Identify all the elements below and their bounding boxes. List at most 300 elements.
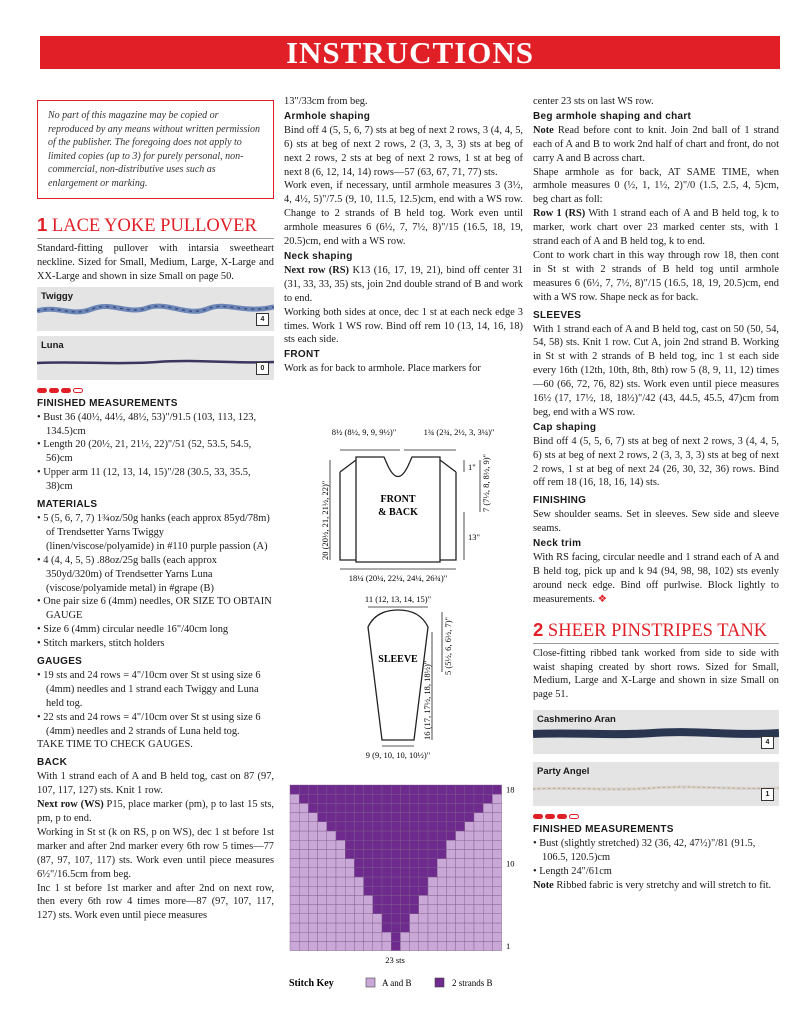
chart-cell-dark — [428, 840, 437, 849]
chart-cell-light — [336, 914, 345, 923]
chart-cell-dark — [419, 886, 428, 895]
dimension-label: 11 (12, 13, 14, 15)" — [364, 594, 432, 604]
list-item: • 5 (5, 6, 7, 7) 1¾oz/50g hanks (each approx 85yd/78m) of Trendsetter Yarns Twiggy (linen/viscose/polyamide) in #110 purple passion (A) — [37, 512, 270, 552]
chart-cell-light — [446, 859, 455, 868]
chart-cell-dark — [400, 794, 409, 803]
chart-cell-light — [299, 905, 308, 914]
chart-cell-light — [290, 803, 299, 812]
chart-cell-light — [483, 822, 492, 831]
chart-cell-dark — [336, 785, 345, 794]
chart-cell-dark — [419, 868, 428, 877]
chart-cell-dark — [437, 840, 446, 849]
chart-cell-light — [419, 914, 428, 923]
chart-cell-light — [483, 813, 492, 822]
chart-cell-dark — [354, 794, 363, 803]
chart-cell-dark — [483, 794, 492, 803]
chart-cell-dark — [373, 813, 382, 822]
sleeves-heading: SLEEVES — [533, 309, 582, 321]
chart-cell-dark — [373, 785, 382, 794]
finishing-text: Sew shoulder seams. Set in sleeves. Sew side and sleeve seams. — [533, 509, 779, 535]
chart-cell-light — [327, 840, 336, 849]
front-text: Work as for back to armhole. Place markers for — [284, 363, 481, 375]
chart-cell-light — [308, 905, 317, 914]
chart-cell-light — [456, 905, 465, 914]
finished-list — [533, 837, 779, 879]
chart-cell-light — [318, 831, 327, 840]
neck-heading: Neck shaping — [284, 250, 353, 262]
dimension-label: 5 (5½, 6, 6½, 7)" — [443, 616, 453, 675]
pattern-2-name: SHEER PINSTRIPES TANK — [547, 620, 768, 641]
gauges-heading: GAUGES — [37, 656, 83, 668]
chart-cell-light — [354, 923, 363, 932]
chart-cell-light — [428, 914, 437, 923]
chart-cell-light — [354, 886, 363, 895]
back-text: Next row (WS) P15, place marker (pm), p to last 15 sts, pm, p to end. — [37, 799, 274, 824]
finishing-heading: FINISHING — [533, 495, 587, 507]
chart-cell-light — [327, 923, 336, 932]
list-item: • Length 20 (20½, 21, 21½, 22)"/51 (52, 53.5, 54.5, 56)cm — [37, 439, 252, 465]
chart-cell-light — [327, 932, 336, 941]
chart-cell-dark — [373, 886, 382, 895]
chart-cell-dark — [391, 840, 400, 849]
dimension-label: 18¼ (20¼, 22¼, 24¼, 26¾)" — [348, 573, 448, 583]
chart-cell-dark — [354, 813, 363, 822]
chart-cell-light — [419, 895, 428, 904]
chart-cell-light — [474, 905, 483, 914]
chart-cell-light — [382, 941, 391, 950]
chart-cell-light — [299, 822, 308, 831]
chart-cell-light — [483, 886, 492, 895]
chart-cell-dark — [410, 905, 419, 914]
chart-cell-light — [474, 859, 483, 868]
chart-cell-dark — [410, 849, 419, 858]
chart-cell-dark — [373, 859, 382, 868]
list-item: • Length 24"/61cm — [533, 865, 612, 877]
chart-cell-light — [299, 886, 308, 895]
chart-cell-light — [474, 895, 483, 904]
armhole-text: Work even, if necessary, until armhole measures 3 (3½, 4, 4½, 5)"/7.5 (9, 10, 11.5, 12.5)cm, end with a WS row. Change to 2 strands of B held tog. Work even until armhole measures 6 (6½, 7, 7½, 8)"/15 (16.5, 18, 19, 20.5)cm, end with a WS row. — [284, 180, 523, 248]
chart-cell-light — [400, 932, 409, 941]
chart-cell-light — [373, 941, 382, 950]
chart-cell-dark — [400, 914, 409, 923]
chart-cell-light — [492, 905, 501, 914]
chart-grid — [290, 785, 502, 951]
list-item: • One pair size 6 (4mm) needles, OR SIZE TO OBTAIN GAUGE — [37, 596, 272, 622]
chart-cell-light — [299, 923, 308, 932]
chart-cell-dark — [419, 831, 428, 840]
chart-cell-dark — [327, 813, 336, 822]
armhole-heading: Armhole shaping — [284, 110, 371, 122]
chart-cell-dark — [345, 831, 354, 840]
chart-cell-light — [364, 914, 373, 923]
chart-cell-light — [474, 877, 483, 886]
chart-cell-dark — [446, 803, 455, 812]
chart-cell-light — [465, 831, 474, 840]
chart-cell-dark — [400, 868, 409, 877]
chart-cell-dark — [391, 785, 400, 794]
chart-cell-dark — [373, 895, 382, 904]
chart-cell-light — [336, 941, 345, 950]
chart-cell-dark — [364, 803, 373, 812]
front-heading: FRONT — [284, 349, 320, 361]
chart-cell-dark — [465, 794, 474, 803]
chart-cell-light — [492, 941, 501, 950]
copyright-box: No part of this magazine may be copied or reproduced by any means without written permission of the publisher. The foregoing does not apply to limited copies (up to 3) for purely personal, non-commercial, non-distributive uses such as enlargement or marking. — [37, 100, 274, 199]
chart-cell-light — [446, 895, 455, 904]
chart-cell-dark — [345, 822, 354, 831]
chart-cell-light — [290, 914, 299, 923]
yarn-name: Twiggy — [41, 290, 74, 302]
chart-cell-dark — [382, 813, 391, 822]
chart-cell-dark — [382, 905, 391, 914]
chart-cell-light — [290, 941, 299, 950]
chart-cell-dark — [400, 822, 409, 831]
chart-cell-dark — [391, 794, 400, 803]
chart-cell-light — [290, 822, 299, 831]
chart-cell-light — [327, 914, 336, 923]
list-item: • 22 sts and 24 rows = 4"/10cm over St st using size 6 (4mm) needles and 2 strands of Luna held tog. — [37, 711, 261, 737]
chart-cell-light — [428, 932, 437, 941]
legend-label: A and B — [382, 978, 412, 988]
chart-cell-light — [492, 849, 501, 858]
front-continued: center 23 sts on last WS row. — [533, 96, 654, 107]
chart-cell-light — [354, 941, 363, 950]
chart-cell-light — [308, 914, 317, 923]
list-item: • Stitch markers, stitch holders — [37, 638, 165, 650]
sleeve-outline — [368, 610, 428, 740]
chart-cell-dark — [318, 813, 327, 822]
chart-cell-dark — [382, 923, 391, 932]
chart-cell-dark — [419, 859, 428, 868]
chart-cell-light — [290, 840, 299, 849]
chart-cell-light — [318, 868, 327, 877]
chart-cell-dark — [364, 877, 373, 886]
chart-cell-light — [483, 877, 492, 886]
chart-cell-dark — [391, 822, 400, 831]
chart-cell-dark — [373, 868, 382, 877]
finished-heading: FINISHED MEASUREMENTS — [533, 824, 674, 836]
chart-cell-dark — [410, 868, 419, 877]
chart-cell-light — [410, 941, 419, 950]
chart-cell-light — [308, 822, 317, 831]
legend-swatch-light — [366, 978, 375, 987]
chart-cell-dark — [364, 831, 373, 840]
chart-cell-light — [373, 923, 382, 932]
skill-level-icon — [37, 388, 274, 393]
chart-cell-light — [336, 868, 345, 877]
chart-cell-light — [446, 877, 455, 886]
dimension-label: 9 (9, 10, 10, 10½)" — [365, 750, 431, 760]
chart-cell-dark — [336, 803, 345, 812]
chart-cell-light — [373, 914, 382, 923]
chart-cell-dark — [456, 822, 465, 831]
yarn-swatch-twiggy — [37, 287, 274, 331]
chart-cell-dark — [308, 803, 317, 812]
chart-cell-light — [428, 905, 437, 914]
chart-cell-dark — [446, 831, 455, 840]
chart-cell-light — [308, 941, 317, 950]
chart-cell-light — [318, 859, 327, 868]
chart-cell-light — [465, 941, 474, 950]
chart-cell-dark — [391, 905, 400, 914]
chart-cell-dark — [428, 803, 437, 812]
chart-cell-light — [465, 914, 474, 923]
chart-cell-dark — [373, 803, 382, 812]
chart-cell-light — [290, 932, 299, 941]
chart-cell-dark — [391, 923, 400, 932]
neck-text: Next row (RS) K13 (16, 17, 19, 21), bind off center 31 (31, 33, 33, 35) sts, join 2nd double strand of B and work to end. — [284, 264, 523, 304]
finished-heading: FINISHED MEASUREMENTS — [37, 397, 178, 409]
chart-cell-dark — [465, 785, 474, 794]
chart-cell-light — [437, 905, 446, 914]
chart-cell-light — [308, 868, 317, 877]
list-item: • 19 sts and 24 rows = 4"/10cm over St st using size 6 (4mm) needles and 1 strand each Twiggy and Luna held tog. — [37, 669, 261, 709]
chart-cell-dark — [290, 785, 299, 794]
materials-list — [37, 512, 274, 651]
chart-cell-light — [474, 849, 483, 858]
chart-cell-dark — [437, 803, 446, 812]
chart-cell-light — [437, 932, 446, 941]
chart-cell-dark — [410, 794, 419, 803]
chart-cell-dark — [456, 785, 465, 794]
chart-cell-dark — [327, 822, 336, 831]
chart-cell-light — [364, 905, 373, 914]
yarn-weight-icon: 4 — [256, 313, 269, 326]
chart-cell-light — [336, 849, 345, 858]
chart-cell-light — [364, 932, 373, 941]
chart-cell-dark — [364, 859, 373, 868]
chart-cell-dark — [391, 813, 400, 822]
chart-cell-light — [465, 849, 474, 858]
back-text: With 1 strand each of A and B held tog, cast on 87 (97, 107, 117, 127) sts. Knit 1 row. — [37, 771, 274, 797]
chart-cell-dark — [364, 822, 373, 831]
chart-cell-light — [290, 849, 299, 858]
chart-cell-light — [492, 914, 501, 923]
pattern-2-note: Note Ribbed fabric is very stretchy and will stretch to fit. — [533, 879, 772, 891]
chart-cell-dark — [437, 813, 446, 822]
chart-cell-light — [345, 859, 354, 868]
chart-cell-light — [446, 932, 455, 941]
chart-cell-light — [474, 840, 483, 849]
chart-cell-light — [299, 859, 308, 868]
chart-cell-light — [446, 905, 455, 914]
sleeves-text: With 1 strand each of A and B held tog, cast on 50 (50, 54, 54, 58) sts. Knit 1 row. Cut A, join 2nd strand B. Working in St st with 2 strands of B held tog, inc 1 st each side every 16th (12th, 10th, 8th, 8th) row 5 (8, 9, 11, 12) times—60 (66, 72, 76, 82) sts. Work even until piece measures 16½ (17, 17½, 18, 18½)"/42 (43, 44.5, 45.5, 47)cm from beg, end with a WS row. — [533, 323, 779, 418]
chart-cell-light — [492, 932, 501, 941]
chart-cell-dark — [336, 794, 345, 803]
chart-cell-dark — [391, 859, 400, 868]
chart-cell-light — [308, 813, 317, 822]
chart-cell-light — [456, 923, 465, 932]
chart-cell-dark — [354, 840, 363, 849]
chart-cell-light — [410, 923, 419, 932]
chart-cell-dark — [345, 849, 354, 858]
chart-cell-dark — [336, 813, 345, 822]
chart-cell-light — [410, 914, 419, 923]
chart-cell-light — [345, 923, 354, 932]
chart-cell-light — [437, 923, 446, 932]
back-heading: BACK — [37, 757, 68, 769]
chart-cell-light — [492, 840, 501, 849]
chart-cell-dark — [336, 822, 345, 831]
chart-cell-dark — [373, 849, 382, 858]
chart-cell-light — [318, 895, 327, 904]
chart-cell-light — [327, 905, 336, 914]
chart-cell-dark — [419, 785, 428, 794]
back-continued: 13"/33cm from beg. — [284, 96, 368, 107]
chart-cell-dark — [382, 794, 391, 803]
armhole-text: Bind off 4 (5, 5, 6, 7) sts at beg of next 2 rows, 3 (4, 4, 5, 6) sts at beg of next 2 rows, 2 (3, 3, 3, 3) sts at beg of next 2 rows, 2 sts at beg of next 2 rows, 1 st at beg of next 8 (6, 12, 14, 14) rows—57 (63, 67, 71, 77) sts. — [284, 124, 523, 178]
chart-cell-light — [483, 840, 492, 849]
chart-cell-light — [318, 822, 327, 831]
yarn-name: Party Angel — [537, 766, 590, 778]
chart-cell-light — [465, 859, 474, 868]
chart-cell-light — [492, 886, 501, 895]
pattern-2-title — [533, 619, 779, 644]
cap-heading: Cap shaping — [533, 421, 597, 433]
chart-cell-dark — [382, 785, 391, 794]
chart-cell-light — [327, 877, 336, 886]
chart-cell-dark — [419, 822, 428, 831]
chart-cell-light — [428, 941, 437, 950]
chart-cell-light — [456, 877, 465, 886]
chart-cell-dark — [410, 877, 419, 886]
front-label: & BACK — [378, 507, 418, 518]
chart-cell-light — [336, 859, 345, 868]
chart-cell-light — [456, 868, 465, 877]
cap-text: Bind off 4 (5, 5, 6, 7) sts at beg of next 2 rows, 3 (4, 4, 5, 6) sts at beg of next 2 rows, 2 (3, 3, 3, 3) sts at beg of next 2 rows, 1 st at beg of next 24 (26, 30, 32, 36) rows. Bind off rem 18 (16, 18, 16, 14) sts. — [533, 435, 779, 489]
chart-cell-light — [456, 859, 465, 868]
chart-cell-dark — [373, 831, 382, 840]
yarn-weight-icon: 4 — [761, 736, 774, 749]
chart-cell-light — [465, 840, 474, 849]
chart-cell-dark — [419, 840, 428, 849]
chart-cell-dark — [400, 831, 409, 840]
chart-cell-dark — [465, 813, 474, 822]
chart-cell-light — [299, 932, 308, 941]
chart-cell-dark — [318, 794, 327, 803]
intarsia-chart — [284, 781, 523, 1012]
end-mark-icon: ❖ — [597, 593, 607, 605]
chart-cell-light — [446, 840, 455, 849]
chart-cell-light — [308, 923, 317, 932]
chart-cell-dark — [318, 803, 327, 812]
chart-cell-dark — [327, 794, 336, 803]
chart-cell-light — [456, 886, 465, 895]
chart-cell-light — [456, 840, 465, 849]
pattern-1-name: LACE YOKE PULLOVER — [51, 216, 257, 236]
chart-cell-light — [345, 886, 354, 895]
chart-cell-light — [354, 895, 363, 904]
chart-cell-light — [345, 868, 354, 877]
chart-cell-dark — [483, 785, 492, 794]
yarn-weight-icon: 0 — [256, 362, 269, 375]
chart-cell-dark — [400, 895, 409, 904]
header-band — [40, 36, 780, 69]
chart-cell-dark — [308, 785, 317, 794]
chart-cell-light — [299, 803, 308, 812]
page-title: INSTRUCTIONS — [285, 35, 534, 70]
chart-cell-dark — [391, 895, 400, 904]
chart-cell-light — [492, 813, 501, 822]
chart-cell-light — [446, 849, 455, 858]
column-1 — [37, 95, 274, 923]
list-item: • 4 (4, 4, 5, 5) .88oz/25g balls (each approx 350yd/320m) of Trendsetter Yarns Luna (viscose/polyamide metal) in #grape (B) — [37, 554, 217, 594]
gauge-note: TAKE TIME TO CHECK GAUGES. — [37, 739, 193, 751]
chart-cell-dark — [410, 785, 419, 794]
chart-cell-light — [428, 895, 437, 904]
chart-cell-light — [483, 868, 492, 877]
front-label: FRONT — [380, 494, 416, 505]
row-label: 18 — [506, 784, 515, 795]
pattern-1-number: 1 — [37, 214, 48, 235]
chart-cell-dark — [354, 822, 363, 831]
chart-cell-dark — [400, 840, 409, 849]
neck-text: Working both sides at once, dec 1 st at each neck edge 3 times. Work 1 WS row. Bind off rem 10 (13, 14, 16, 18) sts each side. — [284, 306, 523, 346]
chart-cell-dark — [492, 785, 501, 794]
dimension-label: 1" — [468, 462, 476, 472]
chart-cell-dark — [373, 822, 382, 831]
chart-cell-dark — [354, 803, 363, 812]
chart-cell-light — [428, 877, 437, 886]
chart-cell-dark — [354, 849, 363, 858]
chart-cell-light — [446, 886, 455, 895]
chart-cell-dark — [400, 877, 409, 886]
beg-text: Cont to work chart in this way through row 18, then cont in St st with 2 strands of B held tog until armhole measures 6 (6½, 7, 7½, 8)"/15 (16.5, 18, 19, 20.5)cm, end with a WS row. Shape neck as for back. — [533, 249, 779, 303]
chart-cell-dark — [428, 859, 437, 868]
chart-cell-light — [290, 877, 299, 886]
chart-cell-light — [364, 923, 373, 932]
chart-cell-light — [308, 859, 317, 868]
chart-cell-light — [474, 886, 483, 895]
chart-cell-dark — [410, 840, 419, 849]
chart-cell-light — [345, 877, 354, 886]
chart-cell-light — [318, 905, 327, 914]
chart-cell-light — [465, 905, 474, 914]
dimension-label: 7 (7½, 8, 8½, 9)" — [481, 453, 491, 512]
chart-cell-dark — [354, 868, 363, 877]
chart-cell-dark — [391, 932, 400, 941]
chart-cell-dark — [446, 785, 455, 794]
stitch-key-label: Stitch Key — [289, 978, 334, 989]
chart-cell-light — [308, 886, 317, 895]
chart-cell-dark — [391, 877, 400, 886]
chart-cell-dark — [354, 859, 363, 868]
chart-cell-light — [345, 905, 354, 914]
chart-cell-light — [345, 932, 354, 941]
chart-cell-light — [483, 905, 492, 914]
chart-cell-dark — [428, 794, 437, 803]
chart-cell-light — [299, 849, 308, 858]
chart-cell-light — [419, 941, 428, 950]
chart-cell-dark — [465, 803, 474, 812]
chart-cell-dark — [410, 886, 419, 895]
chart-cell-light — [290, 905, 299, 914]
chart-cell-dark — [391, 914, 400, 923]
chart-cell-dark — [400, 905, 409, 914]
beg-text: Row 1 (RS) With 1 strand each of A and B held tog, k to marker, work chart over 23 marked center sts, with 1 strand each of A and B held tog, k to end. — [533, 208, 780, 248]
chart-cell-dark — [391, 868, 400, 877]
chart-cell-light — [465, 923, 474, 932]
chart-cell-light — [308, 877, 317, 886]
yarn-swatch-party-angel — [533, 762, 779, 806]
row-label: 1 — [506, 941, 511, 952]
chart-cell-light — [354, 914, 363, 923]
schematic-diagram — [284, 412, 523, 772]
chart-cell-light — [308, 840, 317, 849]
chart-cell-dark — [364, 849, 373, 858]
chart-cell-light — [299, 877, 308, 886]
chart-cell-dark — [410, 895, 419, 904]
